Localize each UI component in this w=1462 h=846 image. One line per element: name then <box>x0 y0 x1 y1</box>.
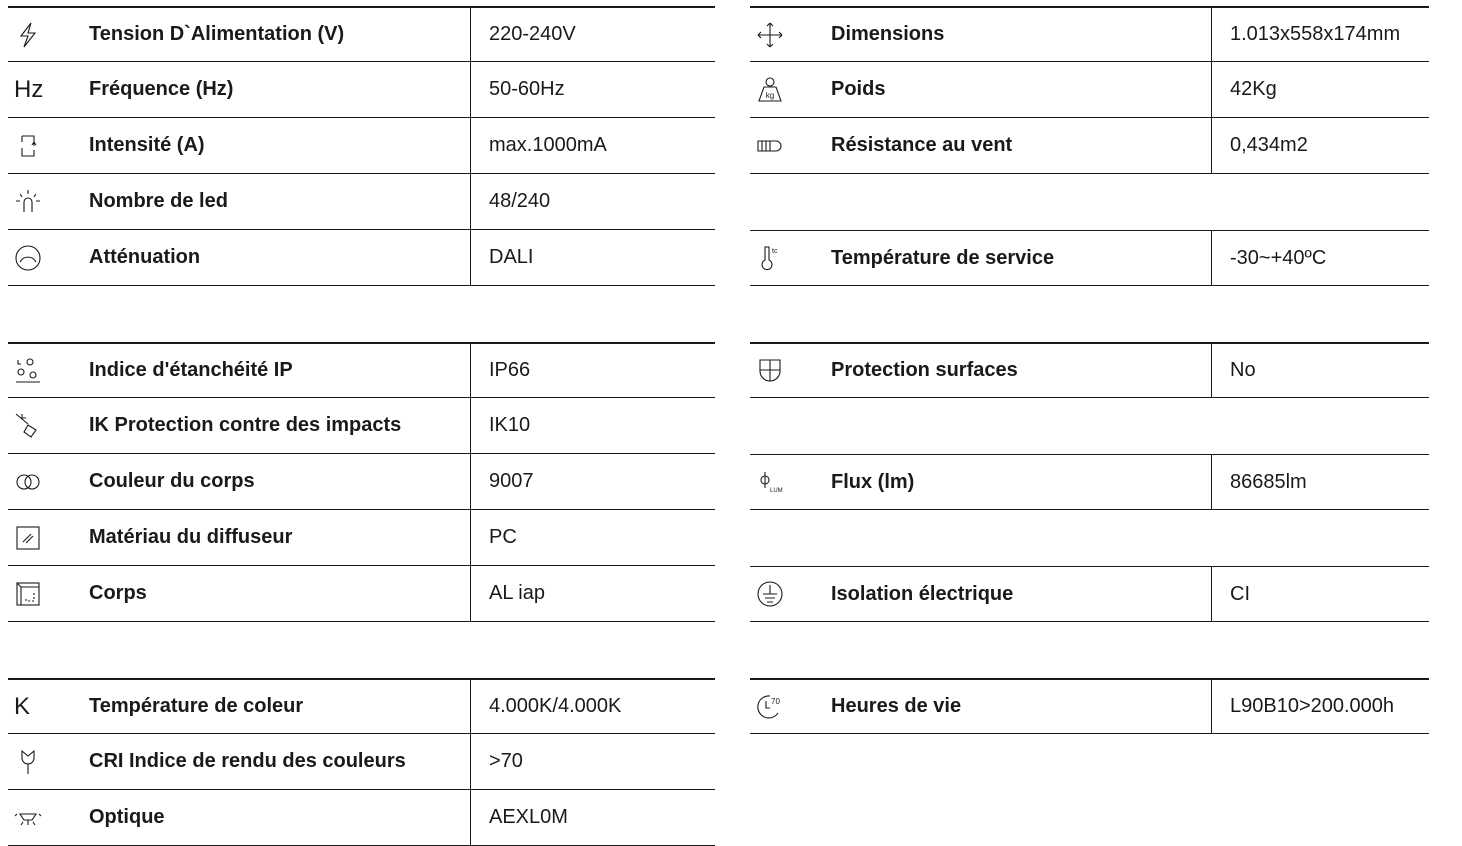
spec-value: 0,434m2 <box>1211 118 1429 173</box>
ground-icon <box>750 567 794 621</box>
svg-text:70: 70 <box>771 696 780 706</box>
spec-value: 1.013x558x174mm <box>1211 8 1429 61</box>
ip-rating-icon <box>8 344 52 397</box>
spec-label: Fréquence (Hz) <box>89 78 234 100</box>
spec-row-operating-temperature <box>750 230 1429 286</box>
wind-icon <box>750 118 794 173</box>
spec-row-flux <box>750 454 1429 510</box>
spec-value: IK10 <box>470 398 715 453</box>
spec-value: L90B10>200.000h <box>1211 680 1429 733</box>
spec-value: 220-240V <box>470 8 715 61</box>
spec-row-ip <box>8 342 715 398</box>
spec-label: Dimensions <box>831 23 945 45</box>
dimming-icon <box>8 230 52 285</box>
impact-icon <box>8 398 52 453</box>
spec-label: Tension D`Alimentation (V) <box>89 23 345 45</box>
spec-value: 48/240 <box>470 174 715 229</box>
spec-label: Indice d'étanchéité IP <box>89 359 293 381</box>
color-rings-icon <box>8 454 52 509</box>
shield-icon <box>750 344 794 397</box>
spec-row-ik <box>8 398 715 454</box>
spec-row-dimensions <box>750 6 1429 62</box>
lifetime-icon <box>750 680 794 733</box>
thermometer-icon <box>750 231 794 285</box>
spec-label: Nombre de led <box>89 190 228 212</box>
spec-value: 86685lm <box>1211 455 1429 509</box>
spec-label: Optique <box>89 806 165 828</box>
lightning-icon <box>8 8 52 61</box>
spec-row-dimming <box>8 230 715 286</box>
physical-specs-table <box>750 6 1429 286</box>
spec-row-lifetime <box>750 678 1429 734</box>
spec-label: Matériau du diffuseur <box>89 526 293 548</box>
weight-icon <box>750 62 794 117</box>
flux-icon <box>750 455 794 509</box>
spec-row-wind <box>750 118 1429 174</box>
empty-row <box>750 174 1429 230</box>
spec-value: 42Kg <box>1211 62 1429 117</box>
spec-row-diffuser <box>8 510 715 566</box>
spec-value: PC <box>470 510 715 565</box>
spec-label: Couleur du corps <box>89 470 255 492</box>
hz-icon: Hz <box>14 75 44 103</box>
spec-label: Corps <box>89 582 147 604</box>
protection-specs-table <box>8 342 715 622</box>
dimensions-arrows-icon <box>750 8 794 61</box>
cri-flower-icon <box>8 734 52 789</box>
spec-label: Protection surfaces <box>831 359 1018 381</box>
spec-value: -30~+40ºC <box>1211 231 1429 285</box>
spec-row-cri <box>8 734 715 790</box>
current-icon <box>8 118 52 173</box>
spec-value: >70 <box>470 734 715 789</box>
spec-label: Intensité (A) <box>89 134 205 156</box>
spec-row-frequency <box>8 62 715 118</box>
spec-label: Heures de vie <box>831 695 962 717</box>
spec-label: Température de service <box>831 246 1055 269</box>
spec-row-body-color <box>8 454 715 510</box>
spec-label: Atténuation <box>89 246 201 268</box>
spec-label: IK Protection contre des impacts <box>89 414 402 436</box>
diffuser-icon <box>8 510 52 565</box>
spec-row-led-count <box>8 174 715 230</box>
spec-value: No <box>1211 344 1429 397</box>
spec-row-current <box>8 118 715 174</box>
lifetime-specs-table <box>750 678 1429 734</box>
body-cube-icon <box>8 566 52 621</box>
spec-row-body <box>8 566 715 622</box>
optical-specs-table <box>8 678 715 846</box>
spec-row-surface-protection <box>750 342 1429 398</box>
spec-label: Isolation électrique <box>831 582 1014 605</box>
spec-value: CI <box>1211 567 1429 621</box>
spec-value: 4.000K/4.000K <box>470 680 715 733</box>
spec-row-insulation <box>750 566 1429 622</box>
svg-text:tc: tc <box>772 248 778 255</box>
surface-specs-table <box>750 342 1429 622</box>
spec-value: 9007 <box>470 454 715 509</box>
spec-row-weight <box>750 62 1429 118</box>
spec-value: AEXL0M <box>470 790 715 845</box>
spec-row-voltage <box>8 6 715 62</box>
svg-text:LUM: LUM <box>770 488 783 494</box>
electrical-specs-table <box>8 6 715 286</box>
spec-row-color-temperature <box>8 678 715 734</box>
optic-icon <box>8 790 52 845</box>
spec-value: IP66 <box>470 344 715 397</box>
spec-value: 50-60Hz <box>470 62 715 117</box>
spec-label: Température de coleur <box>89 695 304 717</box>
spec-value: AL iap <box>470 566 715 621</box>
spec-label: Résistance au vent <box>831 134 1013 156</box>
spec-label: Flux (lm) <box>831 470 915 493</box>
kelvin-icon: K <box>14 692 31 720</box>
spec-row-optic <box>8 790 715 846</box>
spec-label: Poids <box>831 78 886 100</box>
led-icon <box>8 174 52 229</box>
spec-value: max.1000mA <box>470 118 715 173</box>
spec-label: CRI Indice de rendu des couleurs <box>89 750 406 772</box>
empty-row <box>750 510 1429 566</box>
empty-row <box>750 398 1429 454</box>
svg-text:kg: kg <box>765 90 775 100</box>
spec-value: DALI <box>470 230 715 285</box>
